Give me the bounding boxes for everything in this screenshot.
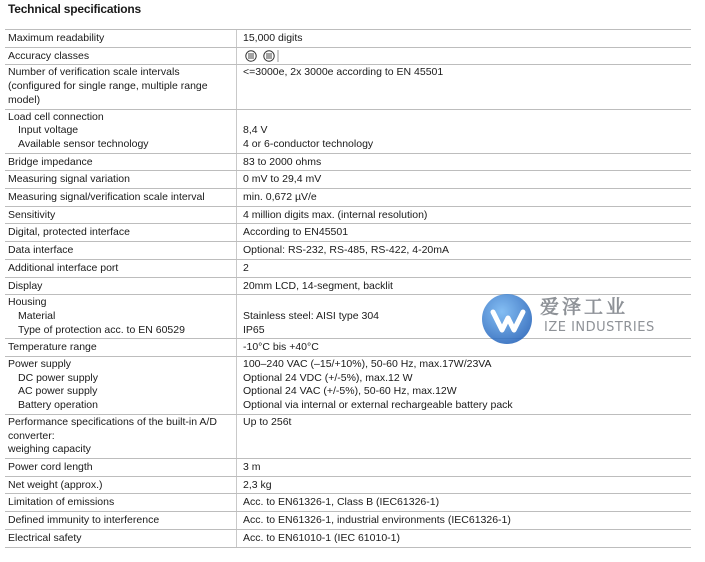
spec-label <box>5 171 237 188</box>
spec-value-line: Optional 24 VAC (+/-5%), 50-60 Hz, max.12W <box>243 385 457 398</box>
spec-label-line: Additional interface port <box>8 261 119 274</box>
spec-label <box>5 260 237 277</box>
spec-value-line: Optional via internal or external rechargeable battery pack <box>243 399 513 412</box>
accuracy-class-icon <box>243 50 281 62</box>
spec-label <box>5 154 237 171</box>
spec-value <box>237 494 691 511</box>
spec-row <box>5 64 691 108</box>
spec-value-line: 20mm LCD, 14-segment, backlit <box>243 279 393 292</box>
spec-value-line: Stainless steel: AISI type 304 <box>243 309 379 322</box>
spec-value-line: <=3000e, 2x 3000e according to EN 45501 <box>243 66 444 79</box>
spec-label-line: Maximum readability <box>8 32 105 44</box>
spec-value <box>237 110 691 153</box>
spec-value-line: Optional 24 VDC (+/-5%), max.12 W <box>243 371 413 384</box>
spec-label <box>5 415 237 458</box>
spec-label-line: weighing capacity <box>8 443 91 456</box>
spec-label-line: Sensitivity <box>8 208 56 221</box>
spec-label <box>5 30 237 47</box>
spec-value-line <box>243 50 691 64</box>
spec-row <box>5 414 691 458</box>
spec-label-line: Power supply <box>8 358 72 371</box>
spec-label-line: Number of verification scale intervals <box>8 66 180 79</box>
spec-row <box>5 47 691 65</box>
spec-label-line: Input voltage <box>18 124 79 137</box>
spec-label-line: converter: <box>8 429 55 442</box>
spec-label-line: (configured for single range, multiple range <box>8 80 208 93</box>
spec-label <box>5 530 237 547</box>
spec-row <box>5 153 691 171</box>
watermark-logo <box>478 290 678 350</box>
spec-label <box>5 494 237 511</box>
spec-label-line: Bridge impedance <box>8 155 93 168</box>
spec-label-line: Material <box>18 309 56 322</box>
watermark-cn: 爱泽工业 <box>540 296 629 318</box>
spec-value <box>237 171 691 188</box>
spec-label <box>5 512 237 529</box>
spec-value <box>237 477 691 494</box>
spec-value-line <box>243 111 691 125</box>
spec-value-line: 3 m <box>243 460 261 473</box>
spec-row <box>5 206 691 224</box>
spec-label-line: AC power supply <box>18 385 98 398</box>
spec-value <box>237 530 691 547</box>
spec-table <box>5 29 691 548</box>
spec-label-line: Load cell connection <box>8 110 104 123</box>
spec-label-line: Battery operation <box>18 399 98 412</box>
spec-label-line: Limitation of emissions <box>8 496 115 509</box>
spec-label <box>5 65 237 108</box>
spec-row <box>5 493 691 511</box>
spec-row <box>5 223 691 241</box>
spec-value-line: 15,000 digits <box>243 32 303 44</box>
spec-label <box>5 110 237 153</box>
spec-label-line: Accuracy classes <box>8 49 90 62</box>
spec-value-line: IP65 <box>243 323 265 336</box>
spec-label <box>5 459 237 476</box>
spec-value-line: Acc. to EN61326-1, industrial environments (IEC61326-1) <box>243 514 511 527</box>
spec-label <box>5 224 237 241</box>
ize-logo-icon <box>478 290 536 348</box>
spec-value <box>237 357 691 414</box>
spec-label <box>5 207 237 224</box>
spec-label <box>5 278 237 295</box>
spec-row <box>5 529 691 548</box>
spec-value <box>237 65 691 108</box>
spec-label <box>5 189 237 206</box>
spec-value <box>237 48 691 65</box>
spec-row <box>5 29 691 47</box>
spec-label <box>5 242 237 259</box>
spec-value-line: 0 mV to 29,4 mV <box>243 173 322 186</box>
spec-row <box>5 476 691 494</box>
spec-row <box>5 170 691 188</box>
spec-label-line: Performance specifications of the built-in A/D <box>8 415 217 428</box>
spec-label-line: Power cord length <box>8 460 93 473</box>
spec-label <box>5 295 237 338</box>
spec-label <box>5 48 237 65</box>
spec-value-line: Up to 256t <box>243 415 292 428</box>
spec-label-line: Available sensor technology <box>18 137 149 150</box>
spec-label-line: model) <box>8 93 41 106</box>
spec-value-line: 4 or 6-conductor technology <box>243 137 374 150</box>
spec-label-line: Electrical safety <box>8 531 82 544</box>
spec-row <box>5 511 691 529</box>
spec-label <box>5 339 237 356</box>
spec-value <box>237 189 691 206</box>
spec-label-line: Defined immunity to interference <box>8 514 160 527</box>
spec-value <box>237 224 691 241</box>
spec-label-line: Measuring signal/verification scale interval <box>8 191 205 204</box>
spec-value <box>237 242 691 259</box>
spec-value-line: 2 <box>243 261 249 274</box>
spec-label-line: Net weight (approx.) <box>8 478 103 491</box>
spec-label-line: Measuring signal variation <box>8 173 130 186</box>
spec-label-line: Temperature range <box>8 341 97 354</box>
spec-value-line: Optional: RS-232, RS-485, RS-422, 4-20mA <box>243 244 450 257</box>
spec-value-line: Acc. to EN61010-1 (IEC 61010-1) <box>243 531 400 544</box>
spec-value-line: min. 0,672 µV/e <box>243 191 317 204</box>
spec-label <box>5 357 237 414</box>
spec-value-line: 83 to 2000 ohms <box>243 155 322 168</box>
spec-value-line: Acc. to EN61326-1, Class B (IEC61326-1) <box>243 496 440 509</box>
spec-value <box>237 30 691 47</box>
spec-label-line: Display <box>8 279 43 292</box>
spec-value-line: -10°C bis +40°C <box>243 341 319 354</box>
spec-row <box>5 241 691 259</box>
spec-value <box>237 260 691 277</box>
spec-row <box>5 458 691 476</box>
spec-label-line: Digital, protected interface <box>8 226 130 239</box>
spec-value <box>237 154 691 171</box>
spec-label-line: Housing <box>8 296 47 309</box>
spec-label-line: Type of protection acc. to EN 60529 <box>18 323 185 336</box>
spec-row <box>5 188 691 206</box>
spec-row <box>5 356 691 414</box>
spec-value <box>237 415 691 458</box>
spec-row <box>5 109 691 153</box>
spec-label-line: DC power supply <box>18 371 98 384</box>
spec-value-line: 4 million digits max. (internal resolution) <box>243 208 428 221</box>
spec-label <box>5 477 237 494</box>
page-title: Technical specifications <box>8 2 142 16</box>
spec-value-line: 2,3 kg <box>243 478 272 491</box>
spec-value-line: 100–240 VAC (–15/+10%), 50-60 Hz, max.17W/23VA <box>243 358 492 371</box>
spec-value-line: 8,4 V <box>243 124 268 137</box>
spec-value-line: According to EN45501 <box>243 226 349 239</box>
spec-value <box>237 459 691 476</box>
spec-row <box>5 259 691 277</box>
watermark-en: IZE INDUSTRIES <box>544 320 655 335</box>
spec-value <box>237 207 691 224</box>
spec-value <box>237 512 691 529</box>
spec-label-line: Data interface <box>8 244 74 257</box>
